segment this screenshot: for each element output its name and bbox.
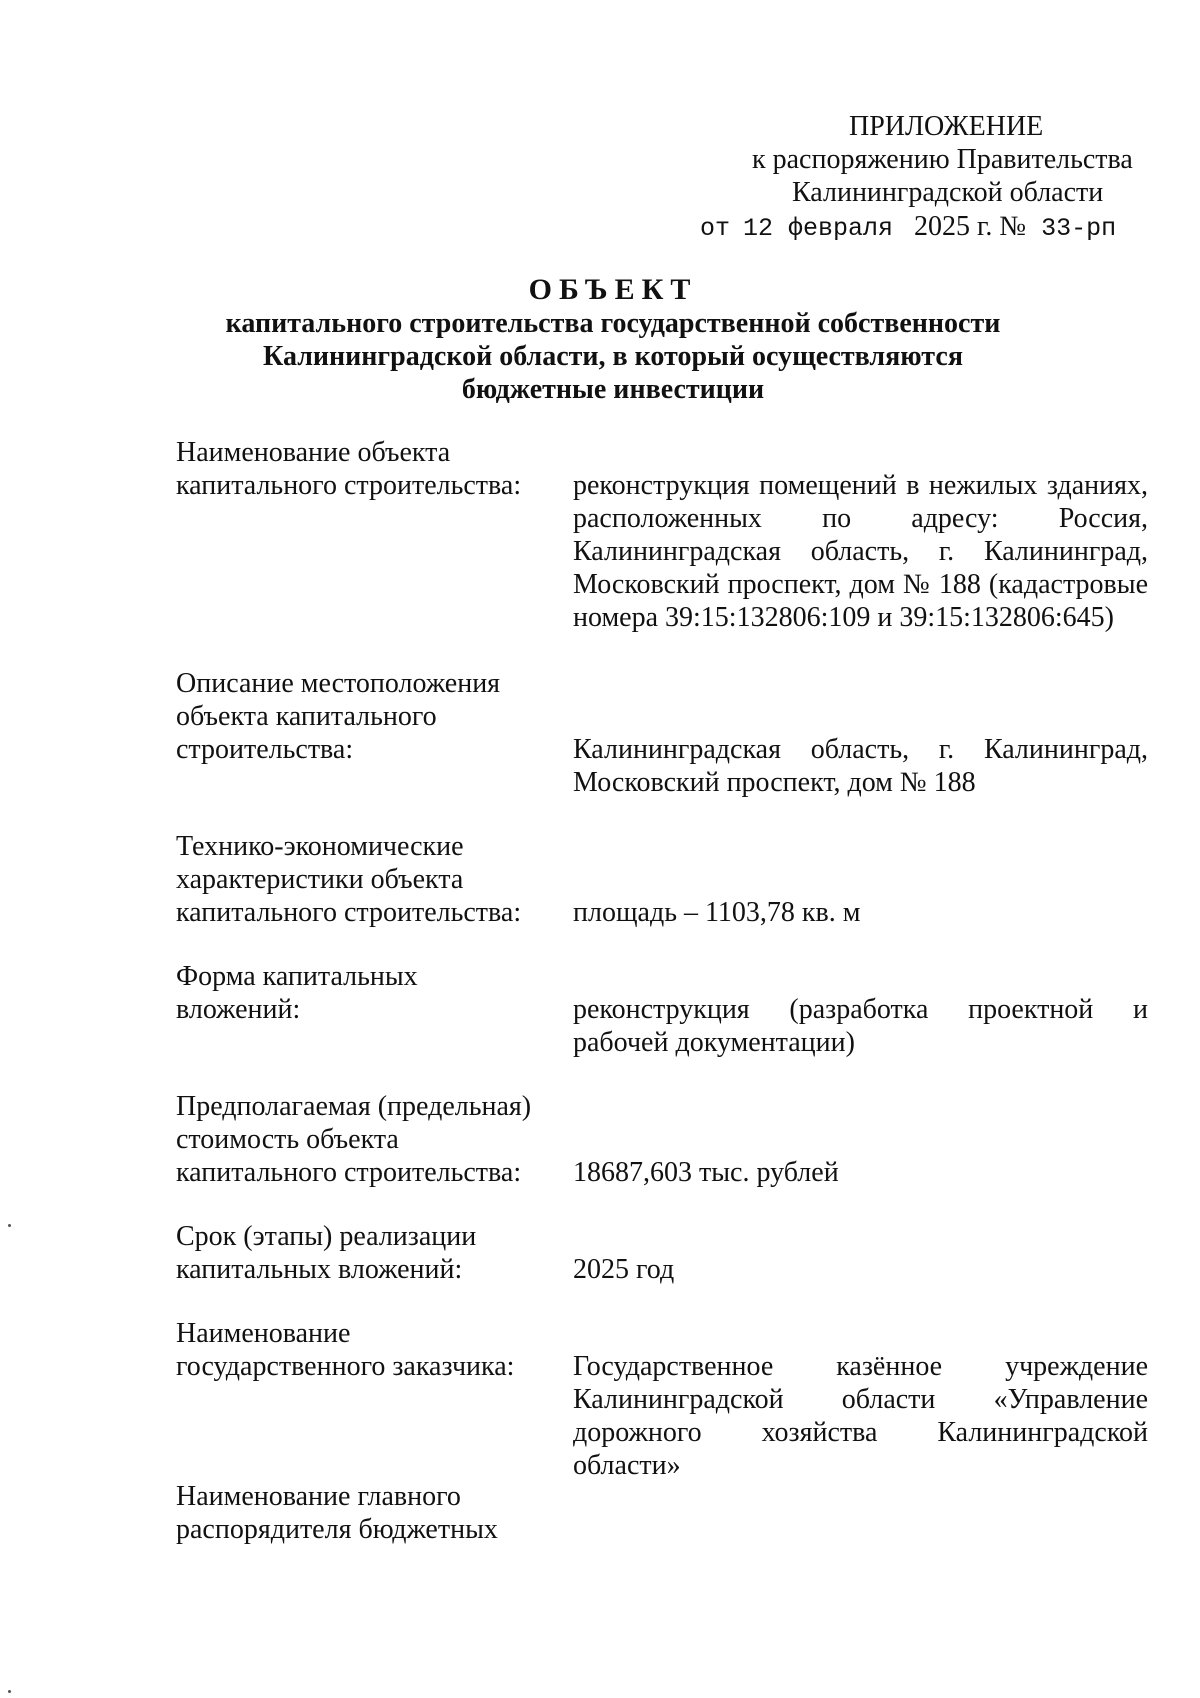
field-label: [176, 1480, 576, 1546]
label-line: вложений:: [176, 994, 301, 1025]
label-line: Технико-экономические: [176, 831, 464, 862]
appendix-line-order: к распоряжению Правительства: [752, 144, 1133, 175]
title-line-3: бюджетные инвестиции: [461, 374, 765, 405]
label-line: государственного заказчика:: [176, 1351, 515, 1382]
field-value: 2025 год: [573, 1254, 675, 1285]
label-line: Наименование главного: [176, 1481, 461, 1512]
appendix-line-region: Калининградской области: [792, 177, 1104, 208]
date-prefix: от: [700, 214, 731, 243]
label-line: стоимость объекта: [176, 1124, 399, 1155]
field-value: реконструкция помещений в нежилых зданиях, расположенных по адресу: Россия, Калининградская область, г. Калининград, Московский проспект, дом № 188 (кадастровые номера 39:15:132806:109 и 39:15:132806:645): [573, 470, 1148, 633]
label-line: капитального строительства:: [176, 1157, 522, 1188]
label-line: Форма капитальных: [176, 961, 418, 992]
field-label: [176, 1317, 576, 1383]
date-year: 2025 г. №: [914, 211, 1027, 242]
label-line: Описание местоположения: [176, 668, 501, 699]
field-label: [176, 667, 576, 766]
order-number: 33-рп: [1041, 214, 1117, 243]
date-day-month: 12 февраля: [743, 214, 894, 243]
field-label: [176, 830, 576, 929]
field-value: 18687,603 тыс. рублей: [573, 1157, 839, 1188]
field-label: [176, 436, 576, 502]
label-line: объекта капитального: [176, 701, 437, 732]
label-line: капитального строительства:: [176, 470, 522, 501]
label-line: капитальных вложений:: [176, 1254, 463, 1285]
field-value: реконструкция (разработка проектной и рабочей документации): [573, 994, 1148, 1058]
label-line: Наименование: [176, 1318, 351, 1349]
field-label: [176, 960, 576, 1026]
title-line-2: Калининградской области, в который осуществляются: [263, 341, 963, 372]
label-line: Наименование объекта: [176, 437, 451, 468]
field-value: Калининградская область, г. Калининград, Московский проспект, дом № 188: [573, 734, 1148, 798]
label-line: Предполагаемая (предельная): [176, 1091, 532, 1122]
field-value: площадь – 1103,78 кв. м: [573, 897, 861, 928]
appendix-date-line: [700, 210, 1116, 246]
label-line: распорядителя бюджетных: [176, 1514, 498, 1545]
field-label: [176, 1090, 576, 1189]
field-value: Государственное казённое учреждение Калининградской области «Управление дорожного хозяйства Калининградской области»: [573, 1351, 1148, 1481]
label-line: Срок (этапы) реализации: [176, 1221, 477, 1252]
title-heading: ОБЪЕКТ: [528, 273, 698, 306]
label-line: капитального строительства:: [176, 897, 522, 928]
scan-speck: [8, 1224, 11, 1227]
appendix-title: ПРИЛОЖЕНИЕ: [849, 111, 1044, 142]
field-label: [176, 1220, 576, 1286]
label-line: строительства:: [176, 734, 354, 765]
label-line: характеристики объекта: [176, 864, 464, 895]
title-line-1: капитального строительства государственной собственности: [225, 308, 1001, 339]
scan-speck: [8, 1690, 11, 1693]
